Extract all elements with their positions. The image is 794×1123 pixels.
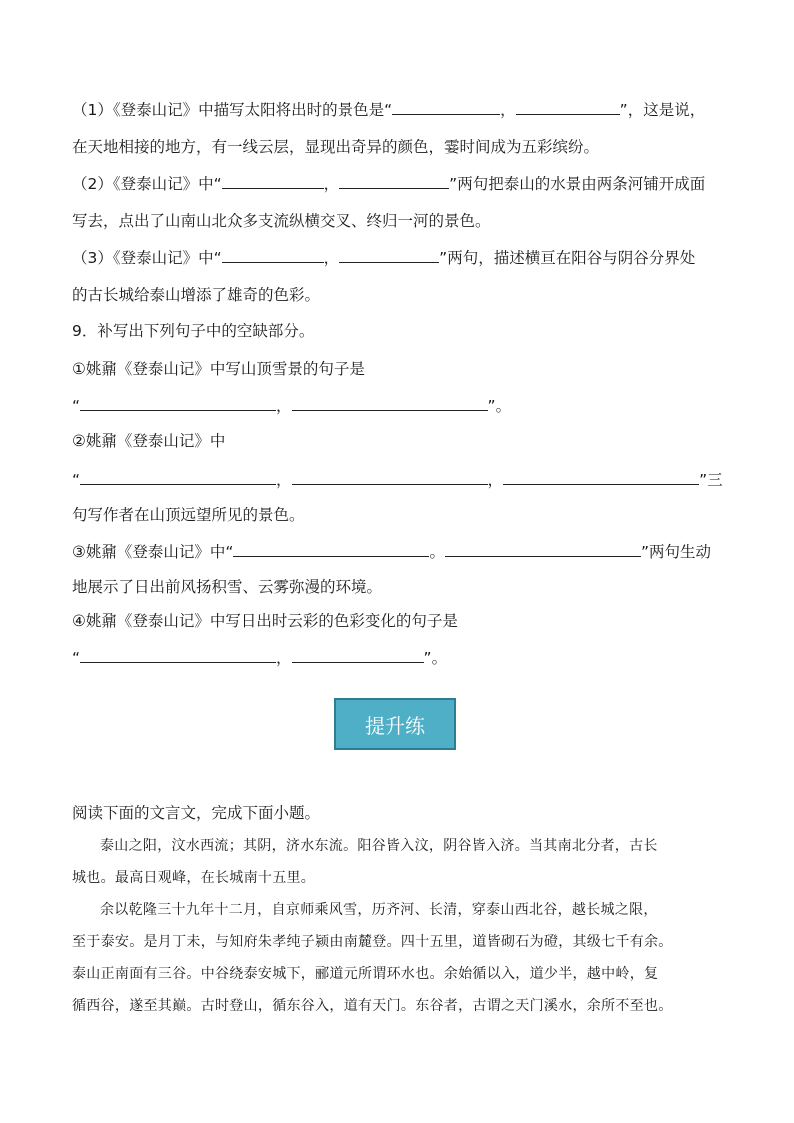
answer-blank[interactable] xyxy=(339,246,439,263)
open-quote: “ xyxy=(72,649,81,667)
open-quote: “ xyxy=(72,397,81,415)
q9-item3-line1 xyxy=(72,540,711,563)
q9-item2-text: ②姚鼐《登泰山记》中 xyxy=(72,432,226,450)
separator: ， xyxy=(276,471,292,489)
separator: ， xyxy=(276,397,292,415)
passage-p1-line1: 泰山之阳，汶水西流；其阴，济水东流。阳谷皆入汶，阴谷皆入济。当其南北分者，古长 xyxy=(100,838,658,854)
q9-item4-text: ④姚鼐《登泰山记》中写日出时云彩的色彩变化的句子是 xyxy=(72,612,458,630)
q8-item1-line2: 在天地相接的地方，有一线云层，显现出奇异的颜色，霎时间成为五彩缤纷。 xyxy=(72,138,600,156)
q9-item2-blanks xyxy=(72,468,723,491)
answer-blank[interactable] xyxy=(80,468,276,485)
q9-item1-text: ①姚鼐《登泰山记》中写山顶雪景的句子是 xyxy=(72,360,365,378)
q8-item1-suffix: ”，这是说， xyxy=(619,101,706,119)
separator: 。 xyxy=(429,543,445,561)
q8-item2-line1 xyxy=(72,172,705,195)
passage-p2-line1: 余以乾隆三十九年十二月，自京师乘风雪，历齐河、长清，穿泰山西北谷，越长城之限， xyxy=(100,902,658,918)
q9-item4-blanks xyxy=(72,646,447,669)
q8-item3-line2: 的古长城给泰山增添了雄奇的色彩。 xyxy=(72,286,321,304)
q9-item3-cont: 地展示了日出前风扬积雪、云雾弥漫的环境。 xyxy=(72,578,383,596)
answer-blank[interactable] xyxy=(392,98,500,115)
q8-item1-prefix: （1）《登泰山记》中描写太阳将出时的景色是“ xyxy=(72,101,393,119)
q9-item3-prefix: ③姚鼐《登泰山记》中“ xyxy=(72,543,234,561)
close-quote: ”。 xyxy=(487,397,512,415)
answer-blank[interactable] xyxy=(222,172,324,189)
separator: ， xyxy=(276,649,292,667)
answer-blank[interactable] xyxy=(292,468,488,485)
q8-item2-line2: 写去，点出了山南山北众多支流纵横交叉、终归一河的景色。 xyxy=(72,212,491,230)
q8-item2-prefix: （2）《登泰山记》中“ xyxy=(72,175,222,193)
separator: ， xyxy=(500,101,516,119)
separator: ， xyxy=(487,471,504,489)
separator: ， xyxy=(323,175,340,193)
passage-p2-line3: 泰山正南面有三谷。中谷绕泰安城下，郦道元所谓环水也。余始循以入，道少半，越中岭，复 xyxy=(72,966,659,982)
section-banner: 提升练 xyxy=(334,698,456,750)
answer-blank[interactable] xyxy=(80,646,276,663)
q8-item1-line1 xyxy=(72,98,705,121)
answer-blank[interactable] xyxy=(445,540,641,557)
open-quote: “ xyxy=(72,471,81,489)
q8-item2-suffix: ”两句把泰山的水景由两条河铺开成面 xyxy=(449,175,706,193)
answer-blank[interactable] xyxy=(339,172,449,189)
close-quote: ”三 xyxy=(699,471,723,489)
answer-blank[interactable] xyxy=(516,98,620,115)
q9-item3-suffix: ”两句生动 xyxy=(640,543,711,561)
reading-instruction: 阅读下面的文言文，完成下面小题。 xyxy=(72,804,321,822)
q8-item3-prefix: （3）《登泰山记》中“ xyxy=(72,249,222,267)
separator: ， xyxy=(323,249,340,267)
answer-blank[interactable] xyxy=(80,394,276,411)
q9-title: 9．补写出下列句子中的空缺部分。 xyxy=(72,322,315,340)
q8-item3-line1 xyxy=(72,246,695,269)
passage-p1-line2: 城也。最高日观峰，在长城南十五里。 xyxy=(72,870,316,886)
answer-blank[interactable] xyxy=(222,246,324,263)
q8-item3-suffix: ”两句，描述横亘在阳谷与阴谷分界处 xyxy=(439,249,696,267)
answer-blank[interactable] xyxy=(233,540,429,557)
answer-blank[interactable] xyxy=(503,468,699,485)
answer-blank[interactable] xyxy=(292,394,488,411)
answer-blank[interactable] xyxy=(292,646,424,663)
passage-p2-line4: 循西谷，遂至其巅。古时登山，循东谷入，道有天门。东谷者，古谓之天门溪水，余所不至也。 xyxy=(72,998,673,1014)
passage-p2-line2: 至于泰安。是月丁未，与知府朱孝纯子颍由南麓登。四十五里，道皆砌石为磴，其级七千有余。 xyxy=(72,934,673,950)
close-quote: ”。 xyxy=(423,649,448,667)
q9-item2-cont: 句写作者在山顶远望所见的景色。 xyxy=(72,506,305,524)
q9-item1-blanks xyxy=(72,394,511,417)
